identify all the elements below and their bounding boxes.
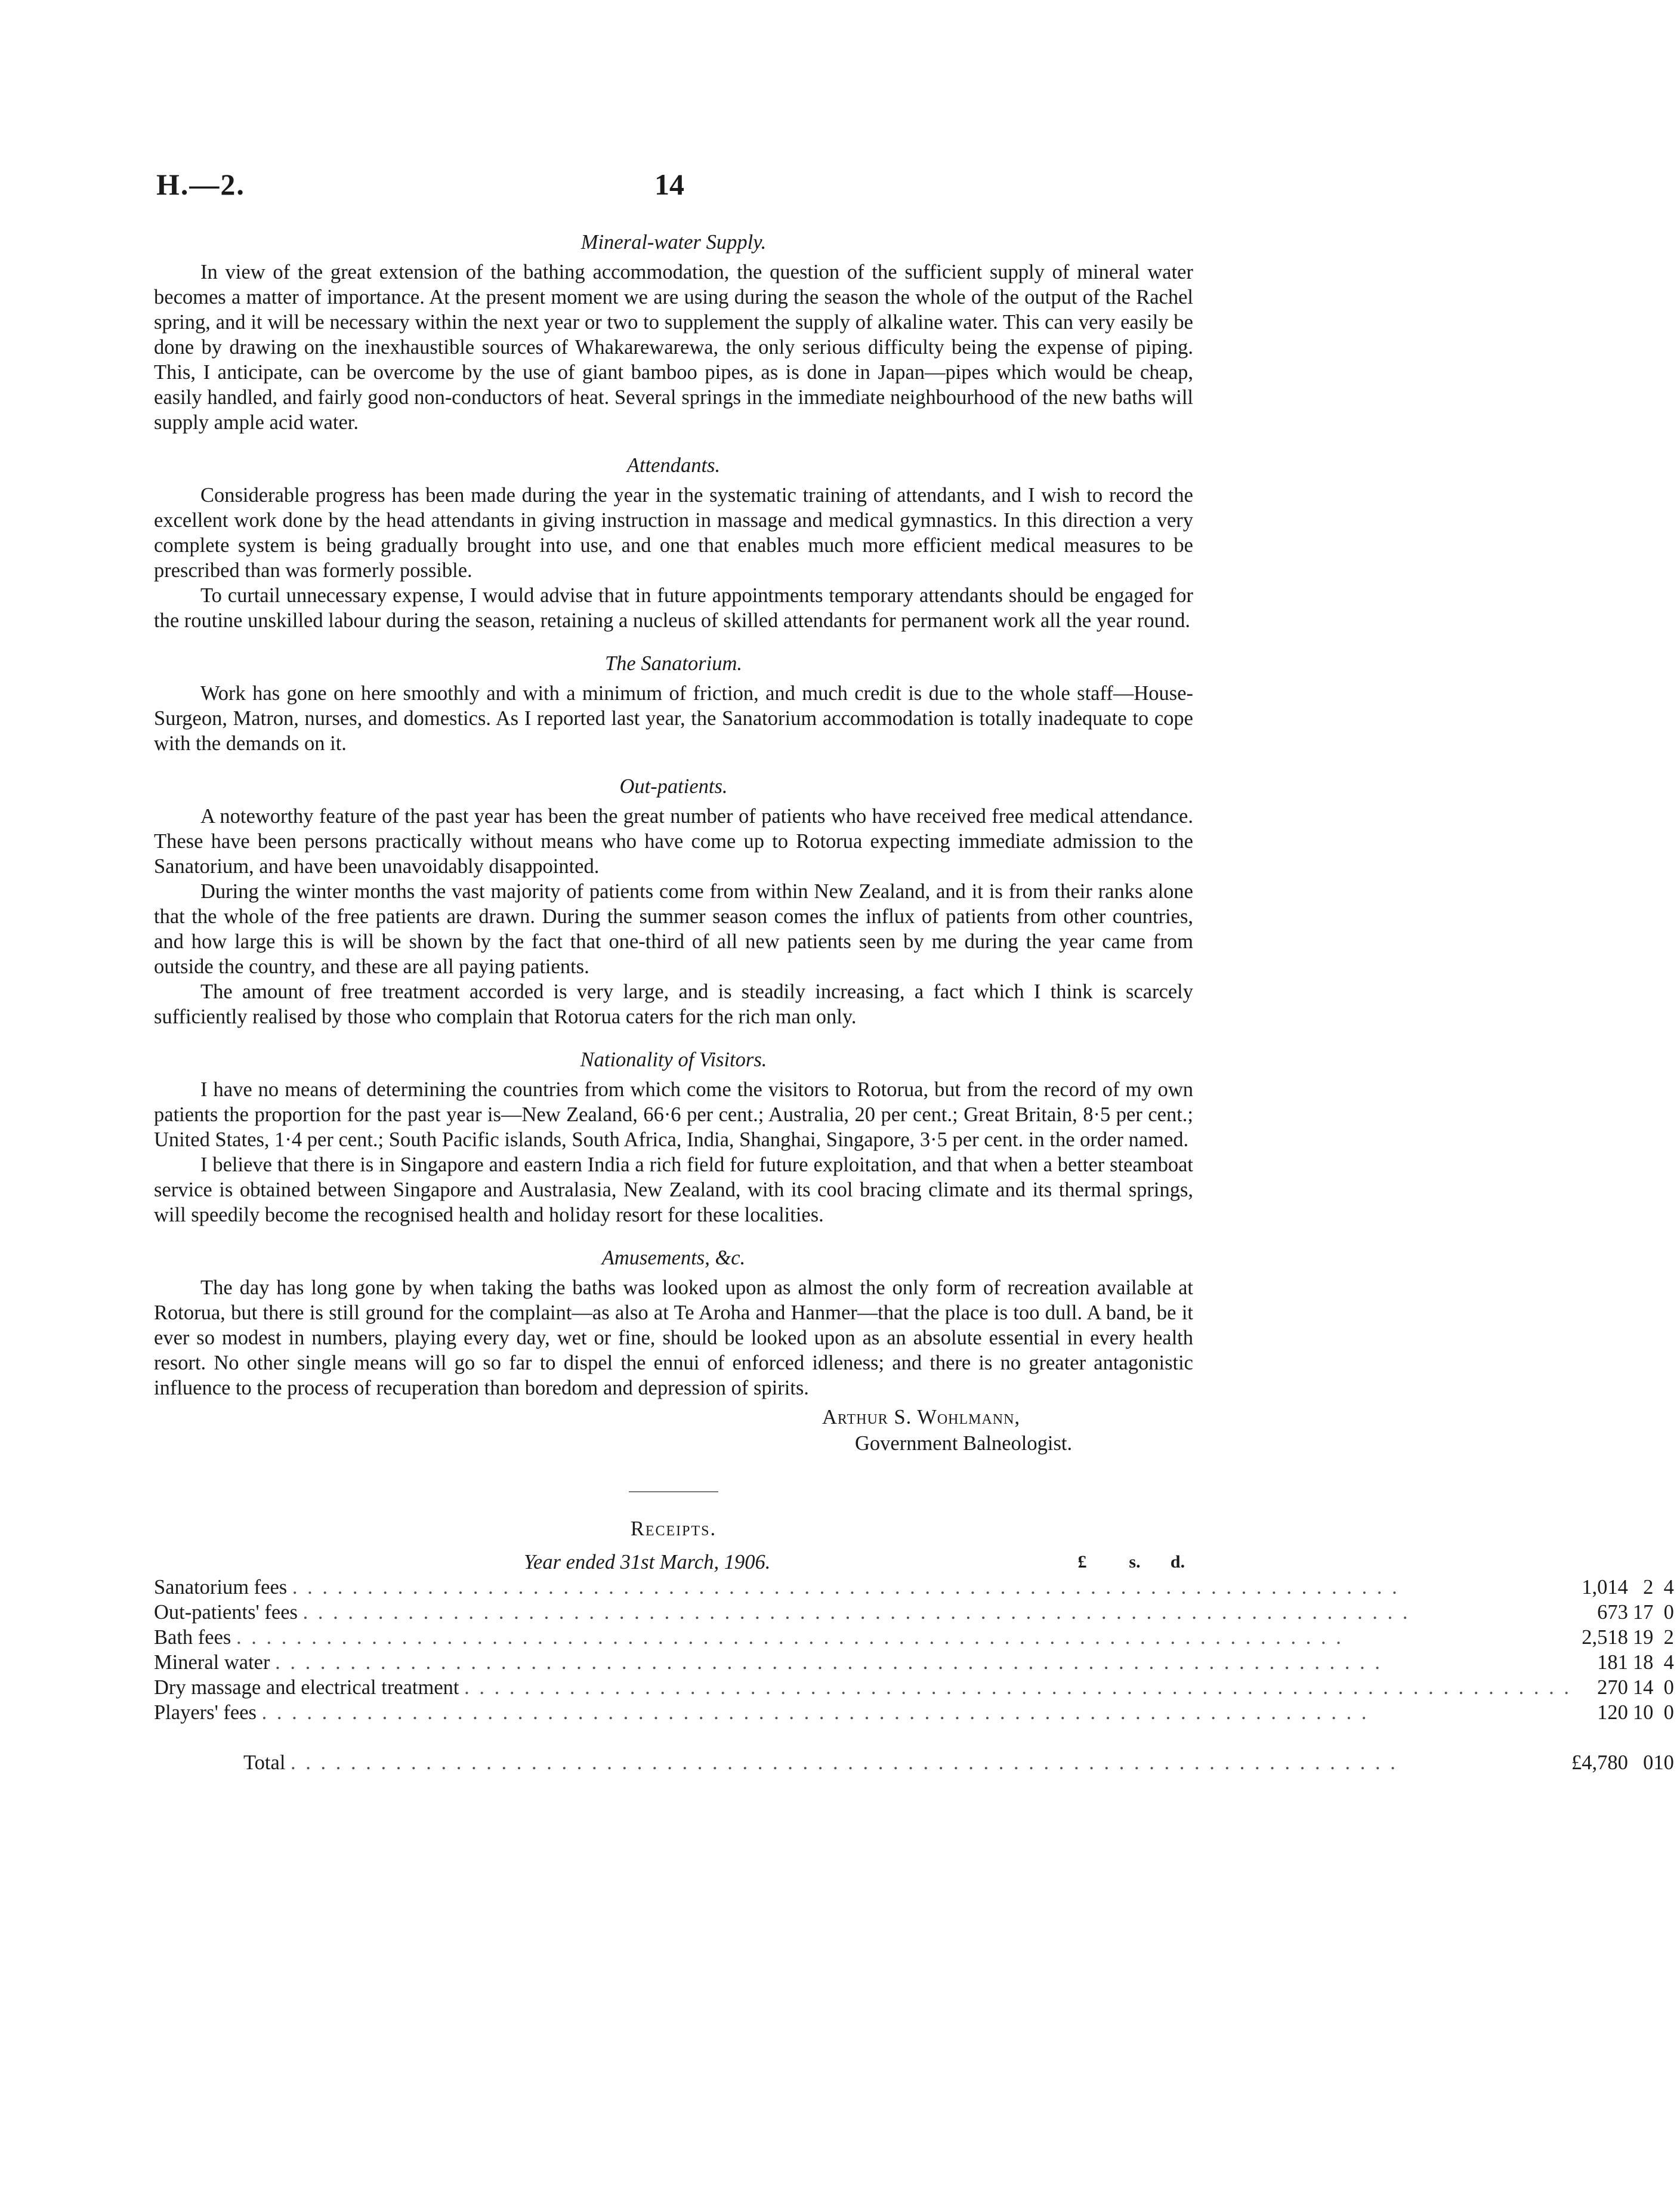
- section-heading: Amusements, &c.: [601, 1247, 746, 1269]
- signatory-title: Government Balneologist.: [855, 1432, 1073, 1455]
- receipt-shillings: 0: [1643, 1751, 1654, 1774]
- receipt-label: Total: [243, 1751, 286, 1774]
- section-attendants: [154, 453, 1193, 633]
- receipts-title: Receipts.: [630, 1517, 717, 1540]
- pounds-header: £: [1077, 1552, 1087, 1572]
- receipt-pence: 0: [1663, 1701, 1674, 1724]
- receipt-pence: 0: [1663, 1676, 1674, 1699]
- paragraph: I have no means of determining the countries from which come the visitors to Rotorua, but from the record of my own patients the proportion for the past year is—New Zealand, 66·6 per cent.; Australia, 20 per cent.; Great Britain, 8·5 per cent.; United States, 1·4 per cent.; South Pacific islands, South Africa, India, Shanghai, Singapore, 3·5 per cent. in the order named.: [154, 1078, 1193, 1151]
- receipt-label: Players' fees: [154, 1701, 257, 1724]
- receipt-label-cell: [154, 1675, 1571, 1700]
- leader-dots: . . . . . . . . . . . . . . . . . . . . . . . . . . . . . . . . . . . . . . . . . . . . . . . . . . . . . . . . . . . . . . . . . . . . . . . . . .: [302, 1601, 1410, 1624]
- leader-dots: . . . . . . . . . . . . . . . . . . . . . . . . . . . . . . . . . . . . . . . . . . . . . . . . . . . . . . . . . . . . . . . . . . . . . . . . . .: [261, 1701, 1369, 1724]
- leader-dots: . . . . . . . . . . . . . . . . . . . . . . . . . . . . . . . . . . . . . . . . . . . . . . . . . . . . . . . . . . . . . . . . . . . . . . . . . .: [464, 1676, 1572, 1699]
- section-sanatorium: [154, 651, 1193, 756]
- receipt-pence: 10: [1653, 1751, 1674, 1774]
- receipt-label-cell: [154, 1700, 1571, 1725]
- receipt-pounds: 120: [1597, 1701, 1628, 1724]
- section-heading: Mineral-water Supply.: [580, 231, 767, 254]
- section-out-patients: [154, 774, 1193, 1029]
- paragraph: To curtail unnecessary expense, I would advise that in future appointments temporary attendants should be engaged for the routine unskilled labour during the season, retaining a nucleus of skilled attendants for permanent work all the year round.: [154, 584, 1193, 632]
- signature-block: [154, 1404, 1193, 1457]
- paragraph: Considerable progress has been made during the year in the systematic training of attendants, and I wish to record the excellent work done by the head attendants in giving instruction in massage and medical gymnastics. In this direction a very complete system is being gradually brought into use, and one that enables much more efficient medical measures to be prescribed than was formerly possible.: [154, 484, 1193, 582]
- receipt-label-cell: [154, 1575, 1571, 1600]
- receipt-pence: 0: [1663, 1601, 1674, 1624]
- receipt-pounds: 181: [1597, 1651, 1628, 1674]
- running-header: [156, 167, 1204, 209]
- section-nationality: [154, 1047, 1193, 1227]
- leader-dots: . . . . . . . . . . . . . . . . . . . . . . . . . . . . . . . . . . . . . . . . . . . . . . . . . . . . . . . . . . . . . . . . . . . . . . . . . .: [275, 1651, 1382, 1674]
- leader-dots: . . . . . . . . . . . . . . . . . . . . . . . . . . . . . . . . . . . . . . . . . . . . . . . . . . . . . . . . . . . . . . . . . . . . . . . . . .: [236, 1626, 1344, 1649]
- receipt-label-cell: [154, 1600, 1571, 1625]
- receipt-row: [154, 1600, 1680, 1625]
- receipt-shillings: 2: [1643, 1576, 1654, 1599]
- paragraph: Work has gone on here smoothly and with a minimum of friction, and much credit is due to the whole staff—House-Surgeon, Matron, nurses, and domestics. As I reported last year, the Sanatorium accommodation is totally inadequate to cope with the demands on it.: [154, 682, 1193, 755]
- receipt-label-cell: [154, 1725, 1571, 1775]
- receipt-row: [154, 1675, 1680, 1700]
- pence-header: d.: [1170, 1552, 1185, 1572]
- receipt-pounds: 270: [1597, 1676, 1628, 1699]
- receipt-pounds: 1,014: [1582, 1576, 1628, 1599]
- receipt-shillings: 10: [1632, 1701, 1654, 1724]
- receipt-shillings: 18: [1632, 1651, 1654, 1674]
- paragraph: The day has long gone by when taking the baths was looked upon as almost the only form of recreation available at Rotorua, but there is still ground for the complaint—as also at Te Aroha and Hanmer—that the place is too dull. A band, be it ever so modest in numbers, playing every day, wet or fine, should be looked upon as an absolute essential in every health resort. No other single means will go so far to dispel the ennui of enforced idleness; and there is no greater antagonistic influence to the process of recuperation than boredom and depression of spirits.: [154, 1276, 1193, 1399]
- receipt-pence: 2: [1663, 1626, 1674, 1649]
- receipt-label: Sanatorium fees: [154, 1576, 288, 1599]
- page-number: 14: [654, 168, 684, 201]
- section-heading: Out-patients.: [619, 775, 728, 798]
- receipt-pence: 4: [1663, 1651, 1674, 1674]
- document-reference: H.—2.: [156, 168, 245, 201]
- receipts-subheader: [154, 1550, 1193, 1575]
- section-mineral-water: [154, 230, 1193, 435]
- receipt-row: [154, 1650, 1680, 1675]
- section-heading: Attendants.: [626, 454, 721, 477]
- signatory-name: Arthur S. Wohlmann,: [822, 1406, 1021, 1428]
- section-heading: Nationality of Visitors.: [580, 1048, 767, 1071]
- receipts-table: [154, 1575, 1680, 1775]
- leader-dots: . . . . . . . . . . . . . . . . . . . . . . . . . . . . . . . . . . . . . . . . . . . . . . . . . . . . . . . . . . . . . . . . . . . . . . . . . .: [291, 1751, 1398, 1774]
- paragraph: A noteworthy feature of the past year has been the great number of patients who have received free medical attendance. These have been persons practically without means who have come up to Rotorua expecting immediate admission to the Sanatorium, and have been unavoidably disappointed.: [154, 805, 1193, 878]
- paragraph: In view of the great extension of the bathing accommodation, the question of the sufficient supply of mineral water becomes a matter of importance. At the present moment we are using during the season the whole of the output of the Rachel spring, and it will be necessary within the next year or two to supplement the supply of alkaline water. This can very easily be done by drawing on the inexhaustible sources of Whakarewarewa, the only serious difficulty being the expense of piping. This, I anticipate, can be overcome by the use of giant bamboo pipes, as is done in Japan—pipes which would be cheap, easily handled, and fairly good non-conductors of heat. Several springs in the immediate neighbourhood of the new baths will supply ample acid water.: [154, 261, 1193, 434]
- receipts-statement: [154, 1516, 1674, 1775]
- shillings-header: s.: [1129, 1552, 1141, 1572]
- receipt-shillings: 19: [1632, 1626, 1654, 1649]
- receipt-label: Bath fees: [154, 1626, 231, 1649]
- receipt-row: [154, 1575, 1680, 1600]
- report-body: [154, 230, 1674, 1775]
- paragraph: The amount of free treatment accorded is very large, and is steadily increasing, a fact which I think is scarcely sufficiently realised by those who complain that Rotorua caters for the rich man only.: [154, 980, 1193, 1028]
- divider: [629, 1491, 718, 1492]
- receipt-shillings: 14: [1632, 1676, 1654, 1699]
- receipt-row: [154, 1625, 1680, 1650]
- receipt-shillings: 17: [1632, 1601, 1654, 1624]
- receipt-total-row: [154, 1725, 1680, 1775]
- section-heading: The Sanatorium.: [604, 652, 742, 675]
- receipt-label-cell: [154, 1650, 1571, 1675]
- receipts-period: Year ended 31st March, 1906.: [524, 1551, 771, 1573]
- section-amusements: [154, 1245, 1193, 1400]
- receipt-label: Dry massage and electrical treatment: [154, 1676, 459, 1699]
- receipt-pounds: 2,518: [1582, 1626, 1628, 1649]
- receipt-pence: 4: [1663, 1576, 1674, 1599]
- receipt-row: [154, 1700, 1680, 1725]
- receipt-label: Out-patients' fees: [154, 1601, 298, 1624]
- paragraph: During the winter months the vast majority of patients come from within New Zealand, and it is from their ranks alone that the whole of the free patients are drawn. During the summer season comes the influx of patients from other countries, and how large this is will be shown by the fact that one-third of all new patients seen by me during the year came from outside the country, and these are all paying patients.: [154, 880, 1193, 978]
- receipt-pounds: £4,780: [1571, 1751, 1628, 1774]
- receipt-label-cell: [154, 1625, 1571, 1650]
- leader-dots: . . . . . . . . . . . . . . . . . . . . . . . . . . . . . . . . . . . . . . . . . . . . . . . . . . . . . . . . . . . . . . . . . . . . . . . . . .: [292, 1576, 1400, 1599]
- receipt-pounds: 673: [1597, 1601, 1628, 1624]
- paragraph: I believe that there is in Singapore and eastern India a rich field for future exploitation, and that when a better steamboat service is obtained between Singapore and Australasia, New Zealand, with its cool bracing climate and its thermal springs, will speedily become the recognised health and holiday resort for these localities.: [154, 1153, 1193, 1226]
- receipt-label: Mineral water: [154, 1651, 270, 1674]
